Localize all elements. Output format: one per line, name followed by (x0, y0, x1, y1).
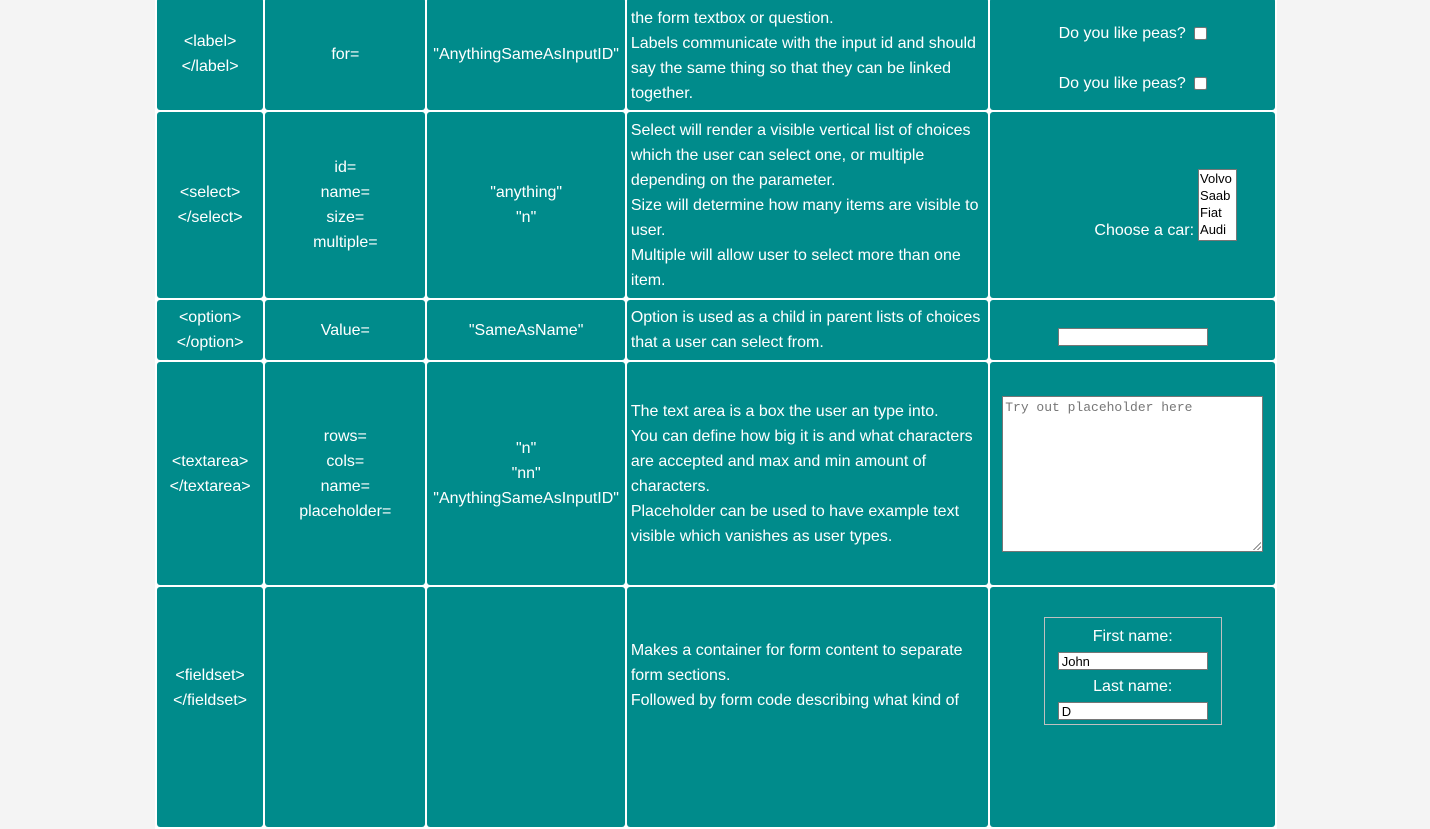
description-line: user. (630, 221, 666, 239)
tag-cell (157, 112, 263, 298)
tag-open: <fieldset> (175, 667, 245, 684)
car-option[interactable]: Volvo (1200, 171, 1232, 186)
description-line: Option is used as a child in parent lists of choices (630, 309, 981, 326)
description-line: are accepted and max and min amount of (630, 452, 927, 470)
description-line: The text area is a box the user an type into. (630, 402, 939, 420)
tag-open: <label> (183, 33, 237, 50)
last-name-input[interactable]: D (1058, 702, 1208, 720)
example-cell (990, 112, 1275, 298)
value-text: "AnythingSameAsInputID" (433, 45, 619, 63)
table-row-select (157, 112, 1275, 298)
table-row-fieldset (157, 587, 1275, 827)
example-cell (990, 587, 1275, 827)
description-line: form sections. (630, 667, 731, 684)
tag-cell (157, 362, 263, 585)
table-row-textarea (157, 362, 1275, 585)
tag-cell (157, 300, 263, 360)
description-line: Multiple will allow user to select more than one (630, 246, 961, 264)
tag-close: </fieldset> (173, 692, 247, 709)
description-line: item. (630, 271, 666, 289)
description-cell (627, 112, 989, 298)
peas-checkbox-row (994, 71, 1271, 96)
example-cell (990, 362, 1275, 585)
value-cell (427, 362, 624, 585)
attribute-text: multiple= (313, 234, 378, 251)
description-line: Placeholder can be used to have example text (630, 502, 960, 520)
description-line: that a user can select from. (630, 334, 824, 351)
attribute-cell (265, 362, 425, 585)
car-option[interactable]: Saab (1200, 188, 1231, 203)
value-text: "nn" (511, 465, 541, 482)
description-line: visible which vanishes as user types. (630, 527, 893, 545)
example-cell (990, 300, 1275, 360)
peas-label: Do you like peas? (1058, 25, 1186, 42)
tag-open: <textarea> (171, 452, 249, 470)
car-select-label: Choose a car: (1094, 222, 1195, 239)
value-cell (427, 0, 624, 110)
textarea-placeholder: Try out placeholder here (1005, 399, 1193, 415)
html-reference-table (155, 0, 1277, 829)
last-name-label: Last name: (1093, 678, 1173, 695)
car-select-group (1060, 169, 1271, 241)
tag-close: </label> (181, 58, 239, 75)
value-cell (427, 587, 624, 827)
attribute-text: size= (326, 209, 365, 226)
tag-close: </textarea> (169, 477, 251, 495)
value-cell (427, 300, 624, 360)
description-line: depending on the parameter. (630, 171, 836, 189)
first-name-label: First name: (1092, 628, 1173, 645)
resize-handle-icon[interactable] (1253, 542, 1261, 550)
car-select-listbox[interactable] (1198, 169, 1237, 241)
option-text-input[interactable] (1058, 328, 1208, 346)
peas-checkbox[interactable] (1194, 77, 1207, 90)
attribute-cell (265, 112, 425, 298)
example-cell (990, 0, 1275, 110)
placeholder-textarea[interactable] (1002, 396, 1263, 552)
description-line: say the same thing so that they can be linked (630, 60, 952, 77)
value-text: "AnythingSameAsInputID" (433, 490, 619, 507)
description-line: Size will determine how many items are visible to (630, 196, 979, 214)
tag-close: </option> (176, 334, 244, 351)
tag-cell (157, 0, 263, 110)
attribute-cell (265, 587, 425, 827)
description-line: together. (630, 85, 694, 102)
tag-cell (157, 587, 263, 827)
description-line: Select will render a visible vertical list of choices (630, 121, 971, 139)
peas-checkbox-row (994, 21, 1271, 46)
description-cell (627, 0, 989, 110)
attribute-text: rows= (323, 427, 367, 445)
attribute-text: name= (320, 184, 371, 201)
value-text: "anything" (490, 184, 563, 201)
peas-label: Do you like peas? (1058, 75, 1186, 92)
car-option[interactable]: Audi (1200, 222, 1227, 237)
value-cell (427, 112, 624, 298)
name-fieldset (1044, 617, 1222, 725)
description-line: Makes a container for form content to separate (630, 642, 963, 659)
tag-close: </select> (177, 209, 243, 226)
table-row-option (157, 300, 1275, 360)
attribute-text: placeholder= (299, 502, 392, 520)
car-option[interactable]: Fiat (1200, 205, 1222, 220)
description-line: which the user can select one, or multiple (630, 146, 925, 164)
description-cell (627, 587, 989, 827)
table-row-label (157, 0, 1275, 110)
description-cell (627, 300, 989, 360)
description-cell (627, 362, 989, 585)
attribute-cell (265, 300, 425, 360)
value-text: "n" (516, 209, 537, 226)
first-name-input[interactable]: John (1058, 652, 1208, 670)
description-line: Followed by form code describing what kind of (630, 692, 959, 709)
description-line: Labels communicate with the input id and should (630, 35, 976, 52)
attribute-text: Value= (320, 321, 370, 339)
description-line: characters. (630, 477, 710, 495)
attribute-text: cols= (326, 452, 365, 470)
attribute-text: id= (334, 159, 357, 176)
description-line: You can define how big it is and what characters (630, 427, 973, 445)
value-text: "n" (516, 440, 537, 457)
description-line: the form textbox or question. (630, 10, 834, 27)
attribute-text: for= (331, 45, 360, 63)
tag-open: <select> (179, 184, 241, 201)
value-text: "SameAsName" (468, 321, 584, 339)
attribute-text: name= (320, 477, 371, 495)
peas-checkbox[interactable] (1194, 27, 1207, 40)
tag-open: <option> (178, 309, 242, 326)
attribute-cell (265, 0, 425, 110)
